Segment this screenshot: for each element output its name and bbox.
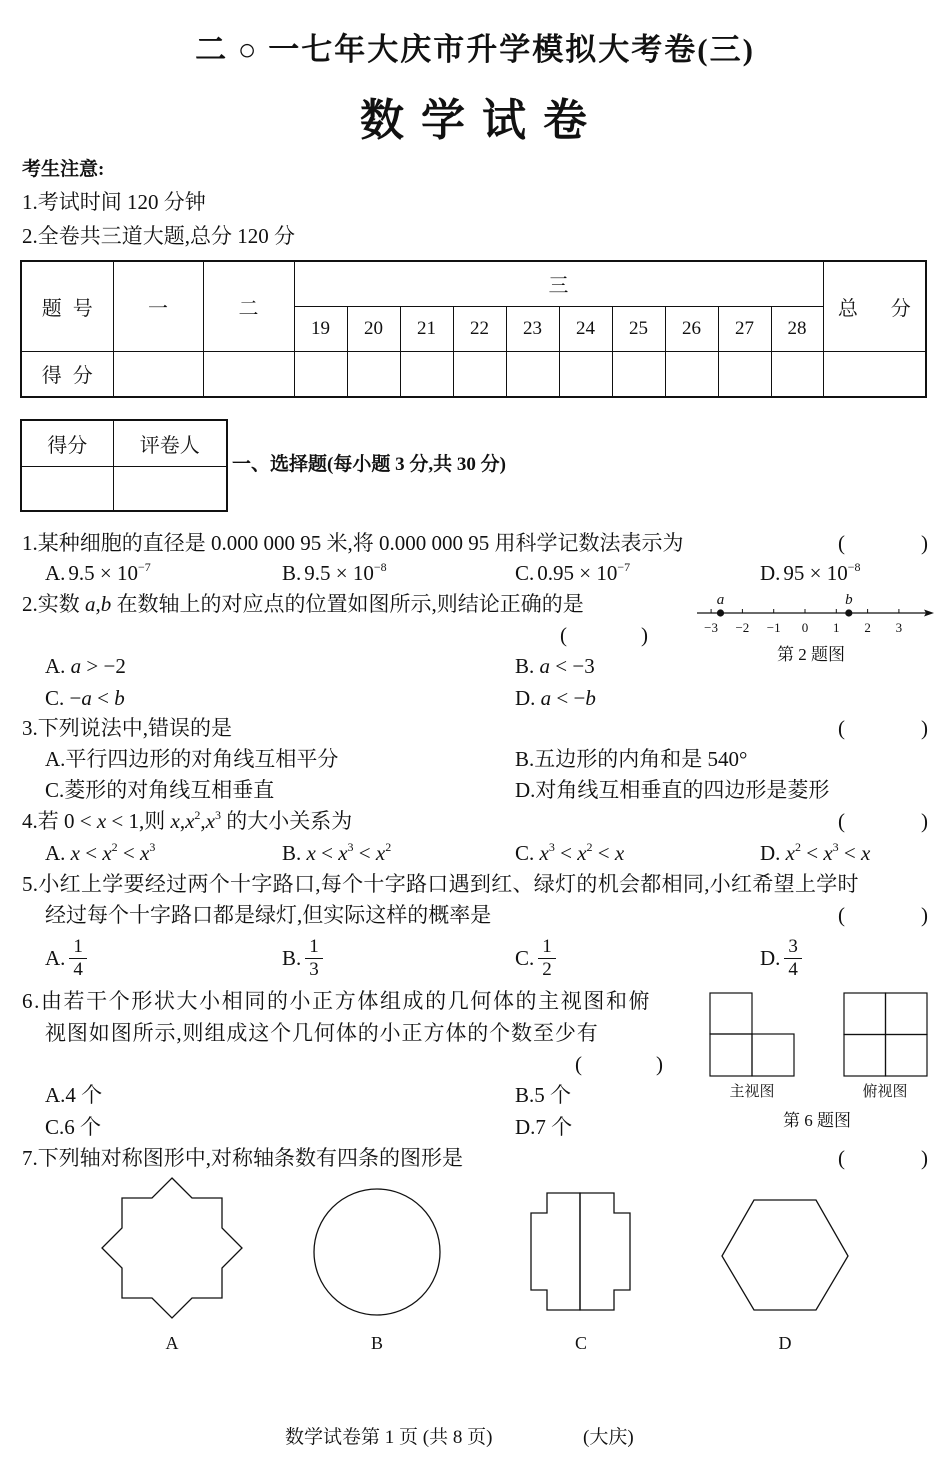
question-4-stem [22,808,352,834]
fraction [69,936,87,981]
exam-subtitle: 数 学 试 卷 [360,96,590,145]
score-cell [665,351,718,397]
option-text: D. [515,686,541,710]
variable: x [205,809,215,833]
stem-text: 2.实数 [22,592,85,616]
option-label: D. [760,561,781,585]
exponent: 3 [149,840,156,854]
variable: x [338,841,348,865]
bracket-open: ( [575,1052,582,1076]
notice-item: 2.全卷共三道大题,总分 120 分 [22,224,295,248]
section-one-heading: 一、选择题(每小题 3 分,共 30 分) [232,454,506,475]
variable: x [823,841,833,865]
fraction-numerator: 1 [305,936,323,959]
question-2-option-b [515,653,595,679]
top-view [844,993,927,1076]
stem-text: 4.若 0 < [22,809,97,833]
bracket-open: ( [838,903,845,927]
score-cell [203,351,294,397]
number-line-point-b [845,609,852,616]
question-number-cell: 20 [347,306,400,351]
question-2-stem [22,591,584,617]
fraction [538,936,556,981]
bracket-close: ) [921,531,928,555]
exponent: 2 [194,808,201,822]
question-6-stem-line-1: 6.由若干个形状大小相同的小正方体组成的几何体的主视图和俯 [22,989,652,1013]
variable: x [375,841,386,865]
variable: x [102,841,112,865]
question-5-option-d [760,933,802,983]
question-5-option-b [282,933,323,983]
shape-label-c: C [574,1333,587,1353]
question-5-option-a [45,933,87,983]
fraction-denominator: 4 [73,958,83,980]
front-view [710,993,794,1076]
exam-title: 二 ○ 一七年大庆市升学模拟大考卷(三) [195,32,755,67]
question-2-option-c [45,685,125,711]
question-1-option-c [515,560,630,586]
fraction-denominator: 2 [542,958,552,980]
question-6-option-b: B.5 个 [515,1083,572,1107]
fraction-denominator: 4 [788,958,798,980]
option-label: C. [515,561,535,585]
bracket-close: ) [656,1052,663,1076]
question-5-answer-bracket [838,902,928,928]
score-cell [294,351,347,397]
score-cell [506,351,559,397]
question-5-stem-line-2: 经过每个十字路口都是绿灯,但实际这样的概率是 [45,903,492,927]
grader-name-label: 评卷人 [113,420,227,466]
option-text: < [353,841,376,865]
stem-text: 的大小关系为 [221,809,353,833]
front-view-square [710,1034,752,1076]
circle-shape [314,1189,440,1315]
shape-label-b: B [370,1333,383,1353]
footer-region: (大庆) [583,1427,634,1448]
exponent: 2 [385,840,392,854]
question-2-option-a [45,653,126,679]
bracket-close: ) [921,716,928,740]
number-line-point-label: a [716,592,725,608]
option-text: < [91,686,115,710]
variable: x [861,841,871,865]
bracket-open: ( [560,623,567,647]
question-number-cell: 26 [665,306,718,351]
option-exponent: −8 [373,560,387,574]
question-6-option-d: D.7 个 [515,1115,573,1139]
score-table [20,260,927,398]
variable: b [585,686,596,710]
option-exponent: −8 [847,560,861,574]
grader-box [20,419,228,512]
top-view-square [844,1035,886,1077]
number-line-tick-label: −3 [704,620,719,635]
number-line-point-a [717,609,724,616]
variable: a [81,686,92,710]
shape-label-a: A [165,1333,179,1353]
option-base: 95 × 10 [783,561,848,585]
question-2-option-d [515,685,596,711]
question-6-option-c: C.6 个 [45,1115,102,1139]
fraction-numerator: 3 [784,936,802,959]
shape-label-d: D [778,1333,792,1353]
score-cell [718,351,771,397]
front-view-square [710,993,752,1034]
stem-text: , [179,809,186,833]
variable: x [96,809,107,833]
option-text: > −2 [81,654,126,678]
part-two-header: 二 [203,261,294,351]
footer-page-info: 数学试卷第 1 页 (共 8 页) [285,1427,493,1448]
option-base: 9.5 × 10 [304,561,374,585]
double-bar-shape [531,1193,630,1310]
option-label: A. [45,561,66,585]
question-4-option-d [760,840,870,866]
option-label: D. [760,945,781,970]
score-cell [453,351,506,397]
option-exponent: −7 [138,560,151,574]
front-view-label: 主视图 [729,1084,775,1100]
notice-item: 1.考试时间 120 分钟 [22,190,206,214]
option-text: < [592,841,615,865]
question-number-cell: 23 [506,306,559,351]
score-row-label: 得 分 [21,351,113,397]
variable: x [185,809,195,833]
option-text: < [117,841,141,865]
question-3-option-d: D.对角线互相垂直的四边形是菱形 [515,778,830,802]
option-text: < [80,841,103,865]
option-label: A. [45,945,66,970]
variable: a [85,592,96,616]
option-text: A. [45,841,71,865]
question-5-option-c [515,933,556,983]
question-4-answer-bracket [838,808,928,834]
option-text: < − [551,686,586,710]
variable: x [70,841,80,865]
question-number-cell: 27 [718,306,771,351]
eight-point-star-shape [102,1178,242,1318]
question-number-cell: 24 [559,306,612,351]
question-number-label: 题 号 [21,261,113,351]
score-cell [400,351,453,397]
front-view-square [752,1034,794,1076]
number-line-figure [690,590,935,638]
fraction [305,936,323,981]
variable: x [140,841,150,865]
score-cell [347,351,400,397]
variable: x [785,841,795,865]
question-3-option-c: C.菱形的对角线互相垂直 [45,778,275,802]
exponent: 3 [548,840,555,854]
stem-text: < 1,则 [106,809,171,833]
variable: x [539,841,549,865]
question-number-cell: 28 [771,306,823,351]
variable: x [614,841,625,865]
exponent: 2 [795,840,801,854]
question-number-cell: 22 [453,306,506,351]
question-6-option-a: A.4 个 [45,1083,103,1107]
variable: x [306,841,316,865]
question-5-stem-line-1: 5.小红上学要经过两个十字路口,每个十字路口遇到红、绿灯的机会都相同,小红希望上学时 [22,872,859,896]
question-1-stem: 1.某种细胞的直径是 0.000 000 95 米,将 0.000 000 95 用科学记数法表示为 [22,531,684,555]
total-score-label: 总 分 [823,261,926,351]
question-1-answer-bracket [838,530,928,556]
option-text: C. − [45,686,82,710]
number-line-tick-label: 0 [801,620,809,635]
question-6-stem-line-2: 视图如图所示,则组成这个几何体的小正方体的个数至少有 [45,1021,599,1045]
question-6-views-figure [700,985,940,1085]
fraction-numerator: 1 [69,936,87,959]
score-cell [612,351,665,397]
grader-name-cell [113,466,227,511]
option-text: < [838,841,862,865]
option-text: C. [515,841,540,865]
question-3-option-a: A.平行四边形的对角线互相平分 [45,747,339,771]
stem-text: , [95,592,101,616]
part-three-header: 三 [294,261,823,306]
exponent: 3 [215,808,221,822]
top-view-square [844,993,886,1035]
question-number-cell: 25 [612,306,665,351]
exponent: 3 [832,840,839,854]
option-text: B. [282,841,307,865]
option-text: < −3 [550,654,595,678]
fraction-denominator: 3 [309,958,319,980]
option-text: < [554,841,578,865]
question-6-figure-caption: 第 6 题图 [783,1111,851,1130]
variable: b [114,686,125,710]
option-base: 9.5 × 10 [68,561,139,585]
question-number-cell: 19 [294,306,347,351]
question-6-answer-bracket [575,1051,663,1077]
number-line-point-label: b [845,592,853,608]
number-line-tick-label: −1 [766,620,781,635]
part-one-header: 一 [113,261,203,351]
top-view-label: 俯视图 [862,1084,908,1100]
fraction-numerator: 1 [538,936,556,959]
option-base: 0.95 × 10 [537,561,618,585]
grader-score-cell [21,466,113,511]
stem-text: , [200,809,206,833]
score-cell [771,351,823,397]
bracket-close: ) [921,903,928,927]
notice-heading: 考生注意: [22,159,105,180]
grader-score-label: 得分 [21,420,113,466]
stem-text: 在数轴上的对应点的位置如图所示,则结论正确的是 [111,592,584,616]
variable: a [70,654,82,678]
number-line-tick-label: −2 [735,620,750,635]
bracket-open: ( [838,531,845,555]
exponent: 3 [347,840,354,854]
bracket-close: ) [921,809,928,833]
number-line-tick-label: 1 [833,620,840,635]
option-text: < [801,841,824,865]
top-view-square [886,1035,928,1077]
variable: b [100,592,112,616]
question-1-option-b [282,560,387,586]
option-label: C. [515,945,535,970]
question-7-answer-bracket [838,1145,928,1171]
variable: a [540,686,552,710]
bracket-close: ) [921,1146,928,1170]
question-4-option-a [45,840,155,866]
question-3-option-b: B.五边形的内角和是 540° [515,747,748,771]
question-7-shapes-figure [90,1170,870,1330]
exponent: 2 [586,840,593,854]
total-score-cell [823,351,926,397]
double-bar-right-piece [580,1193,630,1310]
question-7-stem: 7.下列轴对称图形中,对称轴条数有四条的图形是 [22,1146,463,1170]
option-exponent: −7 [617,560,631,574]
bracket-close: ) [641,623,648,647]
bracket-open: ( [838,809,845,833]
option-text: B. [515,654,540,678]
variable: x [577,841,587,865]
top-view-square [886,993,928,1035]
hexagon-shape [722,1200,848,1310]
question-4-option-b [282,840,391,866]
double-bar-left-piece [531,1193,580,1310]
exponent: 2 [111,840,118,854]
question-3-answer-bracket [838,715,928,741]
option-text: A. [45,654,71,678]
number-line-tick-label: 2 [864,620,871,635]
variable: a [539,654,551,678]
fraction [784,936,802,981]
question-3-stem: 3.下列说法中,错误的是 [22,716,232,740]
option-label: B. [282,945,302,970]
option-label: B. [282,561,302,585]
question-2-figure-caption: 第 2 题图 [777,645,845,664]
variable: x [170,809,180,833]
score-cell [559,351,612,397]
question-number-cell: 21 [400,306,453,351]
question-1-option-d [760,560,861,586]
option-text: < [315,841,339,865]
bracket-open: ( [838,1146,845,1170]
option-text: D. [760,841,786,865]
number-line-tick-label: 3 [895,620,903,635]
question-2-answer-bracket [560,622,648,648]
question-4-option-c [515,840,624,866]
question-1-option-a [45,560,151,586]
bracket-open: ( [838,716,845,740]
score-cell [113,351,203,397]
